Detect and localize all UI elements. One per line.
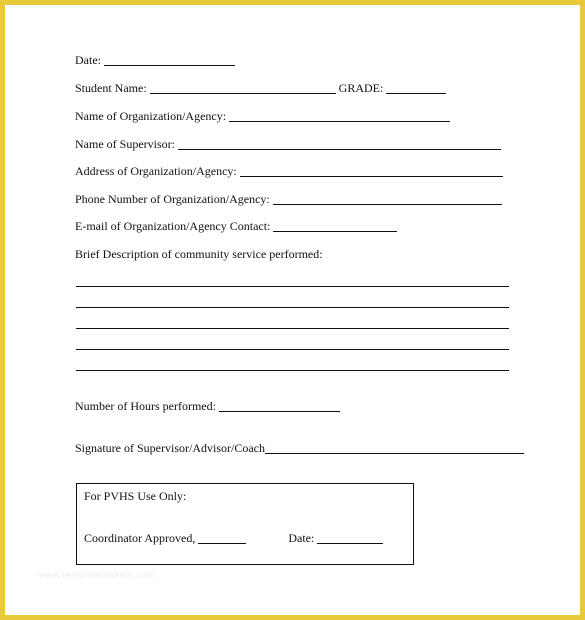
supervisor-label: Name of Supervisor: [75, 137, 175, 151]
grade-label: GRADE: [338, 81, 384, 95]
address-field[interactable] [240, 175, 503, 177]
org-name-label: Name of Organization/Agency: [75, 109, 227, 123]
coordinator-field[interactable] [198, 542, 246, 544]
office-title-row [84, 489, 186, 504]
date-row [75, 53, 235, 68]
hours-label: Number of Hours performed: [75, 399, 216, 413]
signature-label: Signature of Supervisor/Advisor/Coach [75, 441, 265, 455]
supervisor-field[interactable] [178, 148, 501, 150]
student-row [75, 81, 446, 96]
grade-field[interactable] [386, 92, 446, 94]
phone-row [75, 192, 502, 207]
signature-field[interactable] [265, 452, 524, 454]
description-line[interactable] [76, 370, 509, 371]
office-date-field[interactable] [317, 542, 383, 544]
description-row [75, 247, 323, 262]
description-line[interactable] [76, 307, 509, 308]
description-line[interactable] [76, 349, 509, 350]
watermark: www.templatemakers.com [39, 570, 156, 580]
hours-field[interactable] [219, 410, 340, 412]
pvhs-office-box [76, 483, 414, 565]
office-box-title: For PVHS Use Only: [84, 489, 187, 503]
email-row [75, 219, 397, 234]
coordinator-row [84, 531, 383, 546]
signature-row [75, 441, 524, 456]
student-name-field[interactable] [150, 92, 336, 94]
email-field[interactable] [273, 230, 397, 232]
date-field[interactable] [104, 64, 235, 66]
description-line[interactable] [76, 328, 509, 329]
org-name-row [75, 109, 450, 124]
form-page [5, 5, 580, 615]
date-label: Date: [75, 53, 101, 67]
description-line[interactable] [76, 286, 509, 287]
student-name-label: Student Name: [75, 81, 147, 95]
org-name-field[interactable] [229, 120, 450, 122]
email-label: E-mail of Organization/Agency Contact: [75, 219, 271, 233]
address-label: Address of Organization/Agency: [75, 164, 237, 178]
supervisor-row [75, 137, 501, 152]
description-label: Brief Description of community service performed: [75, 247, 323, 261]
coordinator-label: Coordinator Approved, [84, 531, 196, 545]
phone-label: Phone Number of Organization/Agency: [75, 192, 270, 206]
office-date-label: Date: [288, 531, 315, 545]
hours-row [75, 399, 340, 414]
address-row [75, 164, 503, 179]
phone-field[interactable] [273, 203, 502, 205]
